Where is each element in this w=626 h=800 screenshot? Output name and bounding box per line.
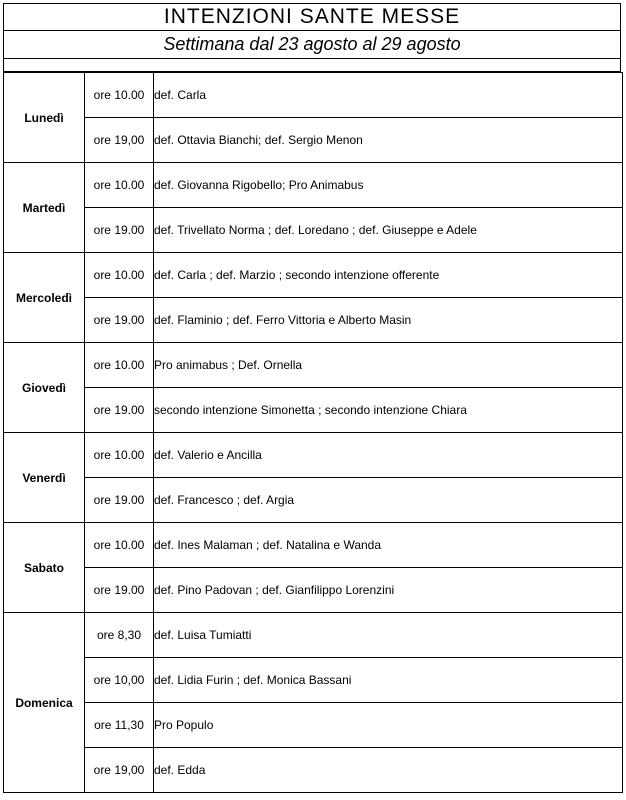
time-cell: ore 8,30 — [85, 613, 154, 658]
spacer-row — [3, 59, 621, 72]
table-row — [4, 433, 623, 478]
day-cell: Domenica — [4, 613, 85, 793]
table-row — [4, 73, 623, 118]
day-cell: Mercoledì — [4, 253, 85, 343]
intention-cell: def. Pino Padovan ; def. Gianfilippo Lorenzini — [154, 568, 623, 613]
table-row — [4, 298, 623, 343]
page-title: INTENZIONI SANTE MESSE — [3, 3, 621, 30]
intention-cell: def. Ines Malaman ; def. Natalina e Wanda — [154, 523, 623, 568]
table-row — [4, 388, 623, 433]
table-row — [4, 703, 623, 748]
day-cell: Sabato — [4, 523, 85, 613]
time-cell: ore 10.00 — [85, 73, 154, 118]
time-cell: ore 10.00 — [85, 163, 154, 208]
intention-cell: def. Edda — [154, 748, 623, 793]
time-cell: ore 19.00 — [85, 478, 154, 523]
table-row — [4, 478, 623, 523]
table-row — [4, 568, 623, 613]
table-row — [4, 613, 623, 658]
time-cell: ore 11,30 — [85, 703, 154, 748]
intention-cell: def. Francesco ; def. Argia — [154, 478, 623, 523]
intention-cell: def. Ottavia Bianchi; def. Sergio Menon — [154, 118, 623, 163]
intention-cell: def. Giovanna Rigobello; Pro Animabus — [154, 163, 623, 208]
table-row — [4, 208, 623, 253]
day-cell: Lunedì — [4, 73, 85, 163]
time-cell: ore 10.00 — [85, 343, 154, 388]
intention-cell: Pro animabus ; Def. Ornella — [154, 343, 623, 388]
table-row — [4, 253, 623, 298]
time-cell: ore 19.00 — [85, 298, 154, 343]
day-cell: Giovedì — [4, 343, 85, 433]
table-row — [4, 523, 623, 568]
day-cell: Martedì — [4, 163, 85, 253]
time-cell: ore 10.00 — [85, 253, 154, 298]
intention-cell: def. Carla ; def. Marzio ; secondo intenzione offerente — [154, 253, 623, 298]
time-cell: ore 10,00 — [85, 658, 154, 703]
intention-cell: def. Flaminio ; def. Ferro Vittoria e Alberto Masin — [154, 298, 623, 343]
table-row — [4, 748, 623, 793]
intention-cell: def. Lidia Furin ; def. Monica Bassani — [154, 658, 623, 703]
week-subtitle: Settimana dal 23 agosto al 29 agosto — [3, 30, 621, 59]
intention-cell: def. Valerio e Ancilla — [154, 433, 623, 478]
mass-schedule-sheet — [3, 3, 621, 793]
table-row — [4, 343, 623, 388]
intention-cell: Pro Populo — [154, 703, 623, 748]
time-cell: ore 19,00 — [85, 748, 154, 793]
intention-cell: def. Carla — [154, 73, 623, 118]
table-row — [4, 163, 623, 208]
table-row — [4, 658, 623, 703]
time-cell: ore 19.00 — [85, 568, 154, 613]
time-cell: ore 19.00 — [85, 208, 154, 253]
intention-cell: def. Luisa Tumiatti — [154, 613, 623, 658]
day-cell: Venerdì — [4, 433, 85, 523]
schedule-table — [3, 72, 623, 793]
time-cell: ore 19.00 — [85, 388, 154, 433]
table-row — [4, 118, 623, 163]
time-cell: ore 10.00 — [85, 523, 154, 568]
intention-cell: def. Trivellato Norma ; def. Loredano ; def. Giuseppe e Adele — [154, 208, 623, 253]
time-cell: ore 10.00 — [85, 433, 154, 478]
intention-cell: secondo intenzione Simonetta ; secondo intenzione Chiara — [154, 388, 623, 433]
time-cell: ore 19,00 — [85, 118, 154, 163]
